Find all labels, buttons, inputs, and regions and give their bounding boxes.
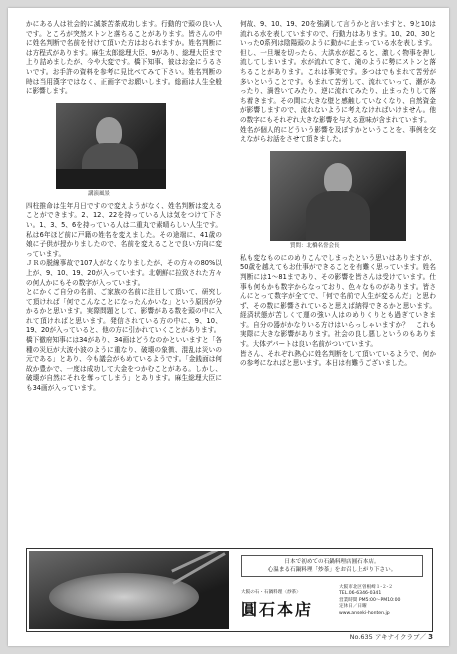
left-paragraph-4: とにかくご自分の名前、ご家族の名前に注目して頂いて、研究して頂ければ「何でこんなことになったんかいな」という原因が分かるかと思います。実際問題として、影響がある数を頭の中に入れて頂ければと思います。発信されている方の中に、9、10、19、20が入っていると、他の方に引かれていくことがあります。 [26,288,222,335]
ad-hours: 営業時間 PM5:00〜PM10:00 [339,597,401,603]
left-column [26,20,222,394]
ad-tagline-box [241,555,423,577]
page-number: 3 [428,633,433,641]
restaurant-advertisement [26,548,433,632]
ad-tel: TEL.06-6346-0341 [339,591,382,597]
restaurant-logo: 圓石本店 [241,600,314,619]
right-paragraph-2: 姓名が個人的にどういう影響を及ぼすかということを、事例を交えながらお話をさせて頂きました。 [240,125,436,144]
ad-contact-info [339,585,400,617]
left-paragraph-3: ＪＲの脱線事故で107人がなくなりましたが、その方々の80%以上が、9、10、19、20が入っています。北朝鮮に拉致された方々の何人かにもその数字が入っています。 [26,259,222,287]
left-paragraph-2: 四柱推命は生年月日ですので変えようがなく、姓名判断は変えることができます。2、12、22を持っている人は気をつけて下さい。1、3、5、6を持っている人は二重丸で素晴らしい人生です。私は6年ほど前に戸籍の姓名を変えました。その途端に、41歳の娘に子供が授かりましたので、名前を変えることで良い方向に変っています。 [26,201,222,258]
question-photo [270,151,406,241]
right-paragraph-4: 皆さん、それぞれ熱心に姓名判断をして頂いているようで、何かの参考になればと思います。本日は有難うございました。 [240,349,436,368]
right-paragraph-1: 何故、9、10、19、20を強調して言うかと言いますと、9と10は流れる水を表していますので、行動力はあります。10、20、30といった0系列は陰陽頭のように動かに止まっている水を表します。但し、一旦堰を切ったら、大洪水が起こると、激しく物事を押し流してしまいます。水が流れてきて、滝のように勢にストンと落ちることがあります。これは事実です。多つはでもまれて苦労が多いということです。もまれて苦労して、流れていって、瀬があったり、渦巻いてみたり、逆に流れてみたり、止まったりして落ち着きます。その間に大きな壁と感触していなくなり、自然資金が影響しますので、流れないように考えなければいけません。他の数字にもそれぞれ大きな影響を与える意味が含まれています。 [240,20,436,124]
magazine-page [8,8,449,646]
ad-url[interactable]: www.anseki-honten.jp [339,610,390,616]
lecture-photo-caption: 講演風景 [88,190,111,197]
page-footer [350,632,433,641]
question-photo-caption: 質問：北橋名誉会長 [290,242,340,249]
left-paragraph-1: かにある人は社会的に滅茶苦茶成功します。行動的で頭の良い人です。ところが突然ストンと落ちることがあります。皆さんの中に姓名判断で名前を付けて頂いた方はおられますか。姓名判断には方程式があります。麻生太郎総理大臣、9があり、総理大臣まで上り詰めましたが、今や大変です。橋下知事、彼はお金にうるさいです。お手許の資料を参考に見比べてみて下さい。姓名判断の時は当用漢字ではなく、正画字でお願いします。総画は人生全般に影響します。 [26,20,222,96]
right-paragraph-3: 私も変なものにのめりこんでしまったという思いはありますが、50歳を越えてもお仕事ができることを有難く思っています。姓名判断には1〜81まであり、その影響を皆さんは受けています。仕事も何もかも数字からなっており、色々なものがあります。皆さんにとって数字が全てで、「何で名前で人生が変るんだ」と思わず、その数に影響されていると思えば納得できるかと思います。経済状態が苦しくて運の強い人はのめりくりとも過ぎていきます。自分の器がかなりいる方けはいらっしゃいますか？ これも実際に大きな影響があります。社会の良し悪しというのもあります。大体デパートは良い名前がついています。 [240,253,436,349]
lecture-photo [56,103,166,189]
ad-tagline-1: 日本で初めての石鍋料理店圓石本店。 [284,559,380,565]
ad-sub-label: 大阪の石・石鍋料理〈炒茶〉 [241,590,301,595]
ad-tagline-2: 心温まる石鍋料理「炒茶」をお召し上がり下さい。 [267,567,397,573]
right-column [240,20,436,369]
issue-number: No.635 [349,633,373,641]
stone-pot-photo [29,551,229,629]
magazine-name: アキナイクラブ／ [374,633,427,641]
ad-closed: 定休日／日曜 [339,604,367,610]
ad-address: 大阪市北区曽根崎１-２-２ [339,585,393,590]
left-paragraph-5: 橋下徹府知事には34があり、34画はどうなのかといいますと「各種の災厄が大波小波のように重なり、破壊の象徴、混乱は災いの元である」とあり、今も議会がもめているようです。「金銭面は何故か豊かで、一度は成功して大金をつかむことがある。しかし、破壊が自然にそれを奪ってしまう」とあります。麻生総理大臣にも34画が入っています。 [26,336,222,393]
